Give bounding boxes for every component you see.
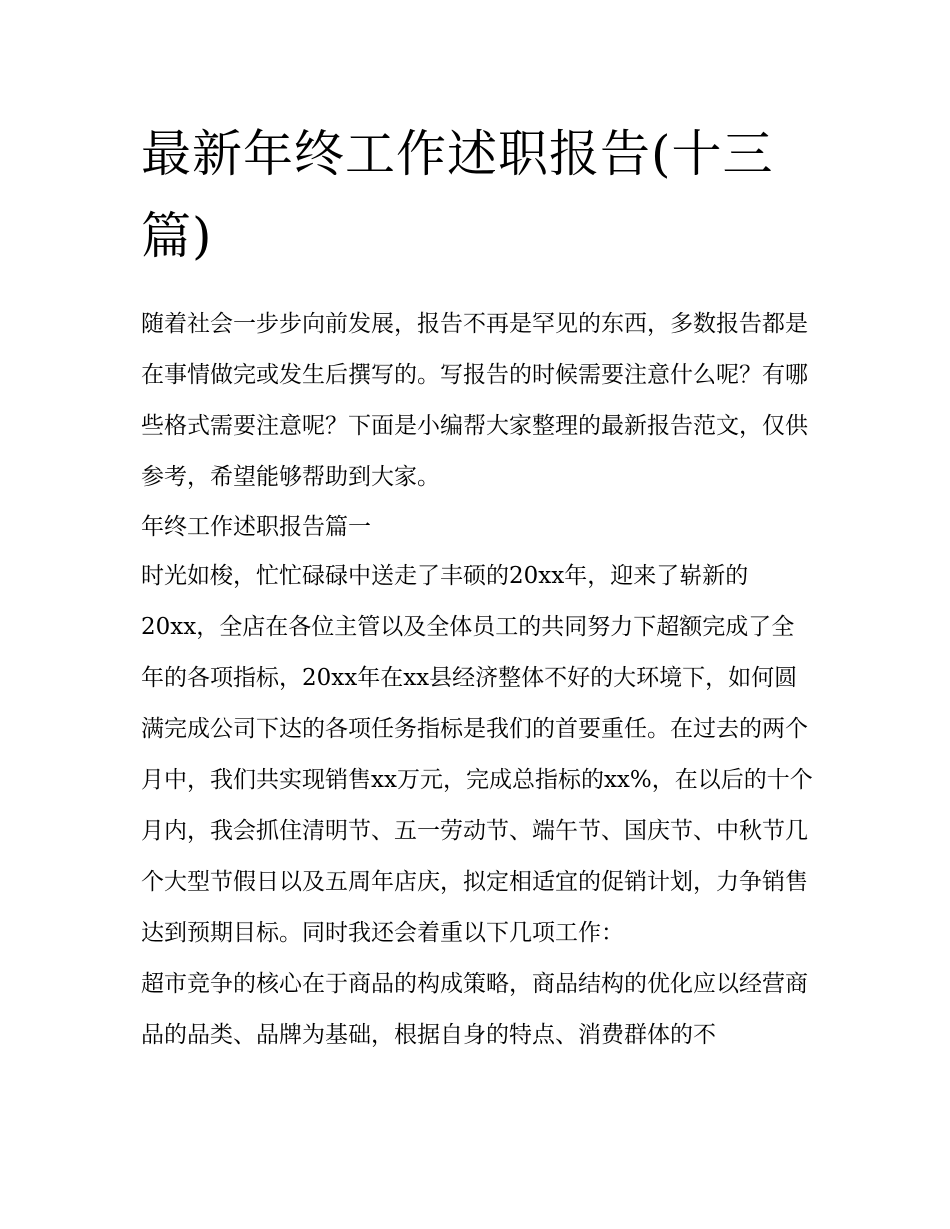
section-heading: 年终工作述职报告篇一 [141,514,371,540]
body-paragraph: 超市竞争的核心在于商品的构成策略，商品结构的优化应以经营商品的品类、品牌为基础，根据自身的特点、消费群体的不 [141,971,808,1048]
body-paragraph: 时光如梭，忙忙碌碌中送走了丰硕的20xx年，迎来了崭新的20xx，全店在各位主管以及全体员工的共同努力下超额完成了全年的各项指标，20xx年在xx县经济整体不好的大环境下，如何圆满完成公司下达的各项任务指标是我们的首要重任。在过去的两个月中，我们共实现销售xx万元，完成总指标的xx%，在以后的十个月内，我会抓住清明节、五一劳动节、端午节、国庆节、中秋节几个大型节假日以及五周年店庆，拟定相适宜的促销计划，力争销售达到预期目标。同时我还会着重以下几项工作： [141,563,813,946]
intro-paragraph: 随着社会一步步向前发展，报告不再是罕见的东西，多数报告都是在事情做完或发生后撰写的。写报告的时候需要注意什么呢？有哪些格式需要注意呢？下面是小编帮大家整理的最新报告范文，仅供参考，希望能够帮助到大家。 [141,311,808,490]
document-title: 最新年终工作述职报告(十三篇) [141,125,774,265]
document-page [141,113,813,1061]
